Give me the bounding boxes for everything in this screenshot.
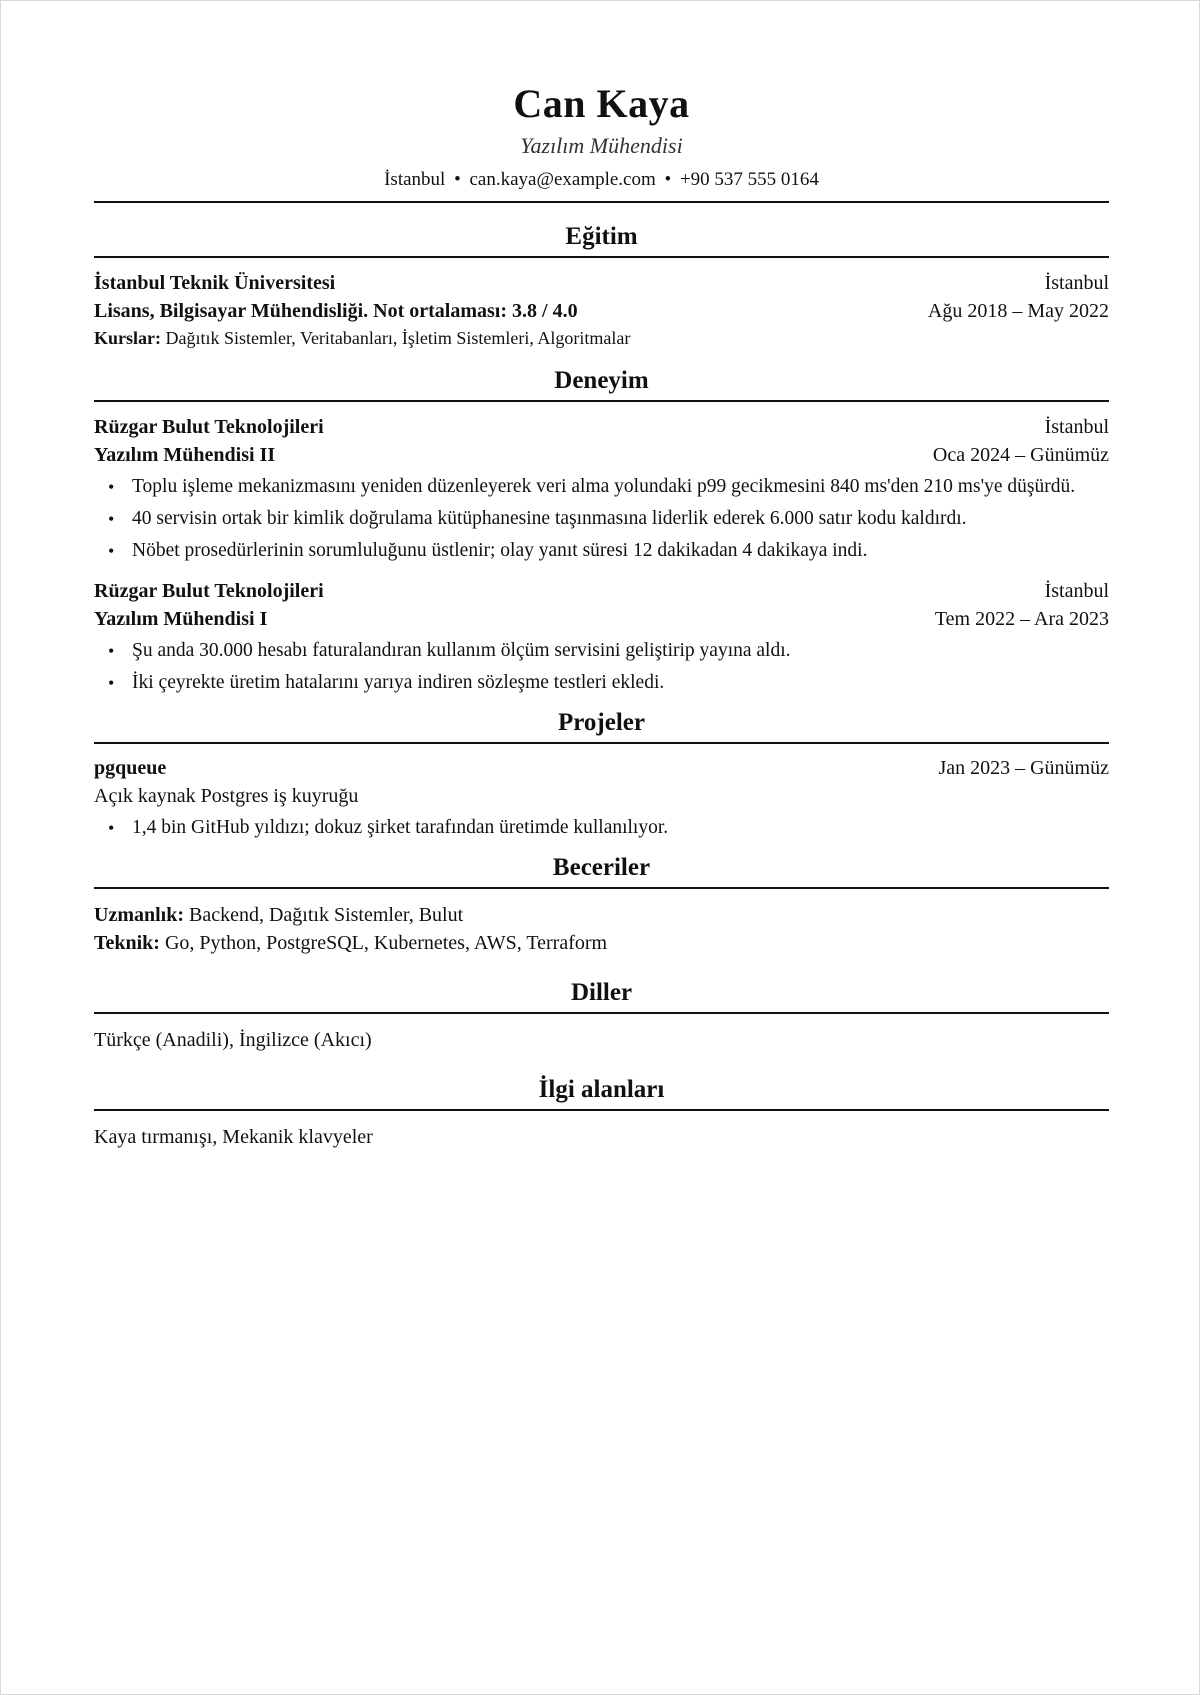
contact-line: [94, 167, 1109, 193]
job-bullets: [94, 635, 1109, 699]
technical-value: Go, Python, PostgreSQL, Kubernetes, AWS, Terraform: [164, 932, 608, 954]
languages-section: [94, 977, 1109, 1054]
job-bullet: • Toplu işleme mekanizmasını yeniden düzenleyerek veri alma yolundaki p99 gecikmesini 840 ms'den 210 ms'ye düşürdü.: [132, 471, 1109, 503]
job-company-row: [94, 577, 1109, 605]
contact-separator: •: [664, 169, 672, 190]
languages-heading: Diller: [94, 977, 1109, 1014]
skills-technical-line: [94, 929, 1109, 957]
job-role: Yazılım Mühendisi II: [94, 444, 276, 466]
school-location: İstanbul: [1044, 272, 1109, 294]
header-divider: [94, 201, 1109, 203]
job-company: Rüzgar Bulut Teknolojileri: [94, 416, 324, 438]
courses-line: [94, 325, 1109, 351]
degree: Lisans, Bilgisayar Mühendisliği. Not ortalaması: 3.8 / 4.0: [94, 300, 578, 322]
skills-expertise-line: [94, 901, 1109, 929]
project-name: pgqueue: [94, 757, 167, 779]
school-name: İstanbul Teknik Üniversitesi: [94, 272, 336, 294]
skills-section: [94, 852, 1109, 957]
courses-list: Dağıtık Sistemler, Veritabanları, İşletim Sistemleri, Algoritmalar: [165, 328, 631, 348]
job-dates: Oca 2024 – Günümüz: [932, 444, 1109, 466]
education-dates: Ağu 2018 – May 2022: [927, 300, 1109, 322]
resume-content: [94, 79, 1109, 1151]
project-entry: [94, 754, 1109, 844]
job-location: İstanbul: [1044, 416, 1109, 438]
candidate-title: Yazılım Mühendisi: [520, 133, 683, 158]
job-entry: [94, 413, 1109, 567]
projects-heading: Projeler: [94, 707, 1109, 744]
job-entry: [94, 577, 1109, 699]
job-bullet: • 40 servisin ortak bir kimlik doğrulama kütüphanesine taşınmasına liderlik ederek 6.000 satır kodu kaldırdı.: [132, 503, 1109, 535]
interests-section: [94, 1074, 1109, 1151]
expertise-label: Uzmanlık:: [94, 904, 184, 926]
job-company-row: [94, 413, 1109, 441]
experience-section: [94, 365, 1109, 699]
interests-heading: İlgi alanları: [94, 1074, 1109, 1111]
job-bullets: [94, 471, 1109, 567]
resume-header: [94, 79, 1109, 203]
job-role: Yazılım Mühendisi I: [94, 608, 268, 630]
education-degree-row: [94, 297, 1109, 325]
project-description: Açık kaynak Postgres iş kuyruğu: [94, 785, 359, 807]
contact-email[interactable]: can.kaya@example.com: [469, 169, 656, 190]
interests-text: Kaya tırmanışı, Mekanik klavyeler: [94, 1126, 373, 1148]
job-bullet: • İki çeyrekte üretim hatalarını yarıya indiren sözleşme testleri ekledi.: [132, 667, 1109, 699]
job-role-row: [94, 605, 1109, 633]
project-dates: Jan 2023 – Günümüz: [938, 757, 1109, 779]
education-school-row: [94, 269, 1109, 297]
education-section: [94, 221, 1109, 351]
contact-phone[interactable]: +90 537 555 0164: [679, 169, 819, 190]
technical-label: Teknik:: [94, 932, 160, 954]
candidate-name: Can Kaya: [513, 81, 690, 126]
project-bullets: [94, 812, 1109, 844]
education-heading: Eğitim: [94, 221, 1109, 258]
job-location: İstanbul: [1044, 580, 1109, 602]
job-bullet: • Nöbet prosedürlerinin sorumluluğunu üstlenir; olay yanıt süresi 12 dakikadan 4 dakikaya indi.: [132, 535, 1109, 567]
project-bullet: • 1,4 bin GitHub yıldızı; dokuz şirket tarafından üretimde kullanılıyor.: [132, 812, 1109, 844]
projects-section: [94, 707, 1109, 844]
job-dates: Tem 2022 – Ara 2023: [934, 608, 1109, 630]
job-company: Rüzgar Bulut Teknolojileri: [94, 580, 324, 602]
courses-label: Kurslar:: [94, 328, 161, 348]
job-bullet: • Şu anda 30.000 hesabı faturalandıran kullanım ölçüm servisini geliştirip yayına aldı.: [132, 635, 1109, 667]
experience-heading: Deneyim: [94, 365, 1109, 402]
skills-heading: Beceriler: [94, 852, 1109, 889]
languages-text: Türkçe (Anadili), İngilizce (Akıcı): [94, 1029, 372, 1051]
contact-location: İstanbul: [384, 169, 446, 190]
job-role-row: [94, 441, 1109, 469]
expertise-value: Backend, Dağıtık Sistemler, Bulut: [189, 904, 464, 926]
project-name-row: [94, 754, 1109, 782]
contact-separator: •: [454, 169, 461, 190]
